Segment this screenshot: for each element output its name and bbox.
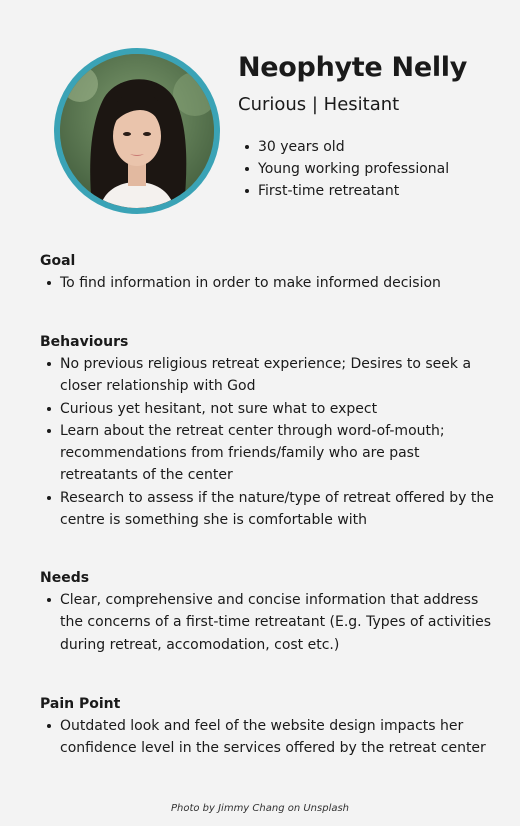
pain-point-item: Outdated look and feel of the website design impacts her confidence level in the services offered by the retreat center: [60, 715, 495, 760]
pain-point-list: [60, 715, 495, 760]
avatar: [60, 54, 214, 208]
photo-credit: Photo by Jimmy Chang on Unsplash: [170, 803, 350, 814]
needs-item: Clear, comprehensive and concise information that address the concerns of a first-time retreatant (E.g. Types of activities during retreat, accomodation, cost etc.): [60, 589, 495, 656]
pain-point-section: [40, 694, 495, 760]
behaviours-heading: Behaviours: [40, 334, 129, 350]
fact-item: First-time retreatant: [258, 180, 449, 202]
behaviours-section: [40, 332, 495, 531]
behaviour-item: No previous religious retreat experience; Desires to seek a closer relationship with God: [60, 353, 495, 398]
behaviours-list: [60, 353, 495, 531]
persona-name: Neophyte Nelly: [238, 52, 468, 83]
goal-section: [40, 251, 495, 294]
needs-list: [60, 589, 495, 656]
persona-facts: [258, 136, 449, 202]
needs-heading: Needs: [40, 570, 90, 586]
pain-point-heading: Pain Point: [40, 696, 121, 712]
needs-section: [40, 568, 495, 656]
fact-item: Young working professional: [258, 158, 449, 180]
goal-list: [60, 272, 495, 294]
behaviour-item: Learn about the retreat center through word-of-mouth; recommendations from friends/family who are past retreatants of the center: [60, 420, 495, 487]
behaviour-item: Research to assess if the nature/type of retreat offered by the centre is something she is comfortable with: [60, 487, 495, 532]
goal-heading: Goal: [40, 253, 76, 269]
avatar-ring: [54, 48, 220, 214]
persona-traits: Curious | Hesitant: [238, 94, 400, 115]
avatar-photo: [60, 54, 214, 208]
behaviour-item: Curious yet hesitant, not sure what to expect: [60, 398, 495, 420]
goal-item: To find information in order to make informed decision: [60, 272, 495, 294]
fact-item: 30 years old: [258, 136, 449, 158]
